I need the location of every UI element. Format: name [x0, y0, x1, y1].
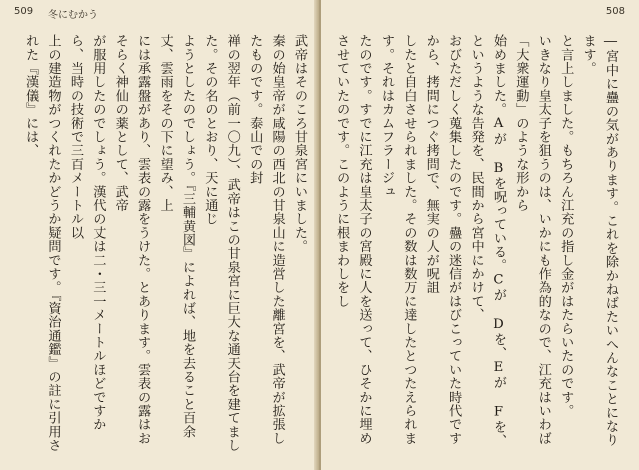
- text-line: 始めました。Aが Bを呪っている。Cが Dを、Eが Fを、というような告発を、民間から宮中にかけて、: [468, 34, 506, 448]
- text-line: には承露盤があり、雲表の露をうけた。とあります。雲表の露はおそらく神仙の薬として、武帝: [112, 34, 151, 445]
- body-text: [22, 34, 310, 454]
- left-page: [0, 0, 318, 470]
- text-line: 武帝はそのころ甘泉宮にいました。: [292, 34, 307, 254]
- text-line: が服用したのでしょう。漢代の丈は二・三一メートルほどですから、当時の技術で三百メートル以: [67, 34, 106, 432]
- text-line: 禅の翌年（前一〇九）、武帝はこの甘泉宮に巨大な通天台を建てました。その名のとおり、天に通じ: [202, 34, 240, 453]
- text-line: と言上しました。もちろん江充の指し金がはたらいたのです。: [558, 34, 574, 418]
- page-number: 509: [14, 6, 34, 17]
- text-line: したと自白させられました。その数は数万に達したとつたえられます。それはカムフラージュ: [378, 34, 417, 445]
- text-line: ようとしたのでしょう。『三輔黄図』によれば、地を去ること百余丈、雲雨をその下に望み、上: [157, 34, 195, 439]
- text-line: たのです。すでに江充は皇太子の宮殿に人を送って、ひそかに埋めさせていたのです。このように根まわしをし: [334, 34, 372, 445]
- text-line: おびただしく蒐集したのです。蠱の迷信がはびこっていた時代ですから、拷問につぐ拷問で、無実の人が呪詛: [423, 34, 462, 445]
- text-line: 上の建造物がつくれたかどうか疑問です。『資治通鑑』の註に引用された『漢儀』には、: [23, 34, 61, 453]
- text-line: いきなり皇太子を狙うのは、いかにも作為的なので、江充はいわば「大衆運動」のような形から: [513, 34, 551, 445]
- running-title: 冬にむかう: [48, 10, 98, 21]
- right-page: [321, 0, 639, 470]
- text-line: 秦の始皇帝が咸陽の西北の甘泉山に造営した離宮を、武帝が拡張したものです。泰山での封: [247, 34, 285, 445]
- body-text: [331, 34, 621, 454]
- page-number: 508: [605, 6, 625, 17]
- text-line: ―宮中に蠱の気があります。これを除かねばたいへんなことになります。: [580, 34, 618, 447]
